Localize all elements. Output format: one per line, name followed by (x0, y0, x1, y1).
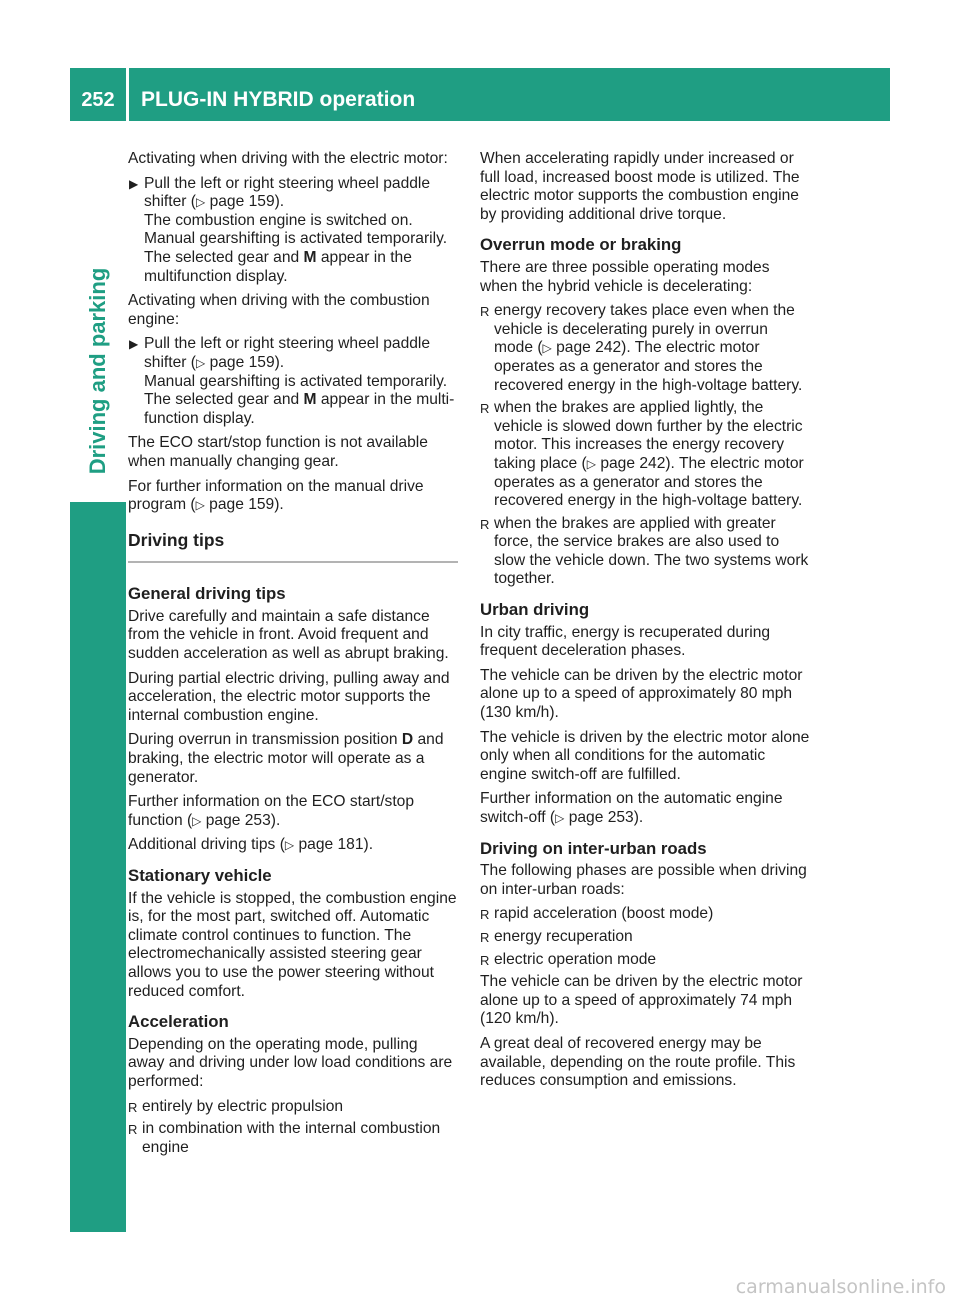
paragraph: Activating when driving with the combustion engine: (128, 292, 430, 328)
list-item (480, 302, 810, 395)
bullet-icon: R (480, 952, 490, 968)
list-item-text: electric operation mode (494, 950, 657, 968)
bullet-icon: R (480, 907, 490, 923)
list-item-text: in combination with the internal combustion engine (142, 1120, 441, 1156)
gear-indicator: M (303, 391, 317, 409)
page-reference-link[interactable]: page 253). (205, 811, 281, 829)
subsection-heading: Stationary vehicle (128, 866, 272, 885)
gear-indicator: D (401, 731, 414, 749)
page-pointer-icon: ▷ (192, 813, 202, 828)
list-item-text: rapid acceleration (boost mode) (494, 905, 714, 923)
paragraph (128, 836, 458, 855)
paragraph (480, 790, 810, 827)
page-pointer-icon: ▷ (586, 456, 596, 471)
list-item (128, 1120, 458, 1157)
paragraph-text: Additional driving tips ( (128, 836, 285, 854)
bullet-icon: R (480, 401, 490, 417)
subsection-heading: Acceleration (128, 1012, 229, 1032)
bullet-icon: R (128, 1122, 138, 1138)
paragraph: The vehicle can be driven by the electric motor alone up to a speed of approximately 80 mph (130 km/h). (480, 666, 803, 722)
bullet-icon: R (128, 1099, 138, 1115)
paragraph: Activating when driving with the electric motor: (128, 150, 448, 167)
page-pointer-icon: ▷ (542, 341, 552, 356)
paragraph: When accelerating rapidly under increased or full load, increased boost mode is utilized. The electric motor supports the combustion engine by providing additional drive torque. (480, 150, 800, 223)
header-divider (126, 68, 129, 121)
paragraph: Depending on the operating mode, pulling away and driving under low load conditions are performed: (128, 1035, 453, 1090)
page-reference-link[interactable]: page 159). (209, 353, 285, 371)
list-item-text: energy recovery takes place even when the vehicle is decelerating purely in overrun mode ( (494, 302, 795, 357)
left-column (128, 150, 458, 1161)
section-heading: Driving tips (128, 531, 458, 564)
page-pointer-icon: ▷ (555, 811, 565, 825)
paragraph: The vehicle can be driven by the electric motor alone up to a speed of approximately 74 mph (120 km/h). (480, 973, 803, 1028)
subsection-heading: Overrun mode or braking (480, 235, 682, 255)
page-pointer-icon: ▷ (196, 355, 206, 370)
paragraph-text: Further information on the ECO start/stop function ( (128, 793, 415, 829)
paragraph: The ECO start/stop function is not available when manually changing gear. (128, 434, 428, 470)
paragraph: There are three possible operating modes when the hybrid vehicle is decelerating: (480, 258, 770, 295)
subsection-heading: Urban driving (480, 600, 590, 620)
paragraph-text: Further information on the automatic engine switch-off ( (480, 790, 783, 826)
paragraph-text: and braking, the electric motor will operate as a generator. (128, 731, 444, 786)
paragraph: In city traffic, energy is recuperated during frequent deceleration phases. (480, 623, 771, 660)
instruction-step (128, 175, 458, 287)
gear-indicator: M (303, 248, 317, 266)
paragraph: Drive carefully and maintain a safe distance from the vehicle in front. Avoid frequent and sudden acceleration as well as abrupt braking. (128, 607, 449, 663)
page-reference-link[interactable]: page 159). (209, 193, 285, 211)
paragraph (128, 478, 458, 515)
page-reference-link[interactable]: page 242). The electric motor operates as a generator and stores the recovered energy in the high-voltage battery. (494, 454, 804, 510)
step-result-text: The combustion engine is switched on. Manual gearshifting is activated temporarily. The selected gear and (144, 211, 448, 266)
bullet-list (480, 905, 810, 969)
step-result-text: appear in the multi-function display. (144, 391, 455, 427)
list-item (480, 905, 810, 924)
paragraph: If the vehicle is stopped, the combustion engine is, for the most part, switched off. Automatic climate control continues to function. The electromechanically assisted steering gear allows you to use the power steering without reduced comfort. (128, 889, 457, 1000)
page-pointer-icon: ▷ (284, 838, 295, 853)
paragraph-text: For further information on the manual drive program ( (128, 477, 424, 514)
step-text: Pull the left or right steering wheel paddle shifter ( (144, 174, 431, 211)
page-pointer-icon: ▷ (196, 195, 206, 210)
step-text: Pull the left or right steering wheel paddle shifter ( (144, 335, 431, 371)
paragraph: The vehicle is driven by the electric motor alone only when all conditions for the automatic engine switch-off are fulfilled. (480, 728, 810, 783)
instruction-step (128, 335, 458, 428)
watermark: carmanualsonline.info (735, 1276, 946, 1298)
page-number: 252 (81, 89, 115, 111)
step-arrow-icon: ▶ (129, 176, 139, 191)
list-item-text: when the brakes are applied lightly, the vehicle is slowed down further by the electric motor. This increases the energy recovery taking place ( (494, 399, 803, 472)
paragraph (128, 793, 458, 830)
step-result-text: Manual gearshifting is activated temporarily. The selected gear and (144, 372, 448, 409)
right-column (480, 150, 810, 1097)
page-reference-link[interactable]: page 159). (209, 496, 284, 514)
page-title: PLUG-IN HYBRID operation (141, 88, 416, 111)
bullet-icon: R (480, 929, 490, 945)
paragraph-text: During overrun in transmission position (128, 731, 402, 749)
page-reference-link[interactable]: page 181). (298, 836, 374, 854)
page-reference-link[interactable]: page 242). The electric motor operates as a generator and stores the recovered energy in the high-voltage battery. (494, 339, 803, 394)
bullet-icon: R (480, 304, 490, 320)
list-item-text: when the brakes are applied with greater force, the service brakes are also used to slow the vehicle down. The two systems work together. (494, 514, 809, 588)
bullet-list (480, 302, 810, 589)
list-item (480, 515, 810, 589)
list-item-text: entirely by electric propulsion (142, 1097, 344, 1115)
list-item (128, 1098, 458, 1117)
step-result-text: appear in the multifunction display. (144, 248, 412, 285)
paragraph: The following phases are possible when driving on inter-urban roads: (480, 862, 807, 898)
side-color-block (70, 502, 126, 1232)
bullet-list (128, 1098, 458, 1158)
section-tab-label: Driving and parking (85, 267, 110, 475)
page-pointer-icon: ▷ (195, 498, 205, 513)
list-item (480, 928, 810, 947)
subsection-heading: General driving tips (128, 584, 286, 604)
paragraph: A great deal of recovered energy may be available, depending on the route profile. This reduces consumption and emissions. (480, 1034, 796, 1090)
paragraph: During partial electric driving, pulling away and acceleration, the electric motor supports the internal combustion engine. (128, 669, 450, 724)
page-reference-link[interactable]: page 253). (568, 809, 644, 826)
list-item (480, 951, 810, 970)
subsection-heading: Driving on inter-urban roads (480, 838, 707, 858)
bullet-icon: R (480, 516, 490, 532)
list-item (480, 399, 810, 511)
list-item-text: energy recuperation (494, 927, 633, 945)
paragraph (128, 731, 458, 787)
step-arrow-icon: ▶ (129, 337, 139, 352)
